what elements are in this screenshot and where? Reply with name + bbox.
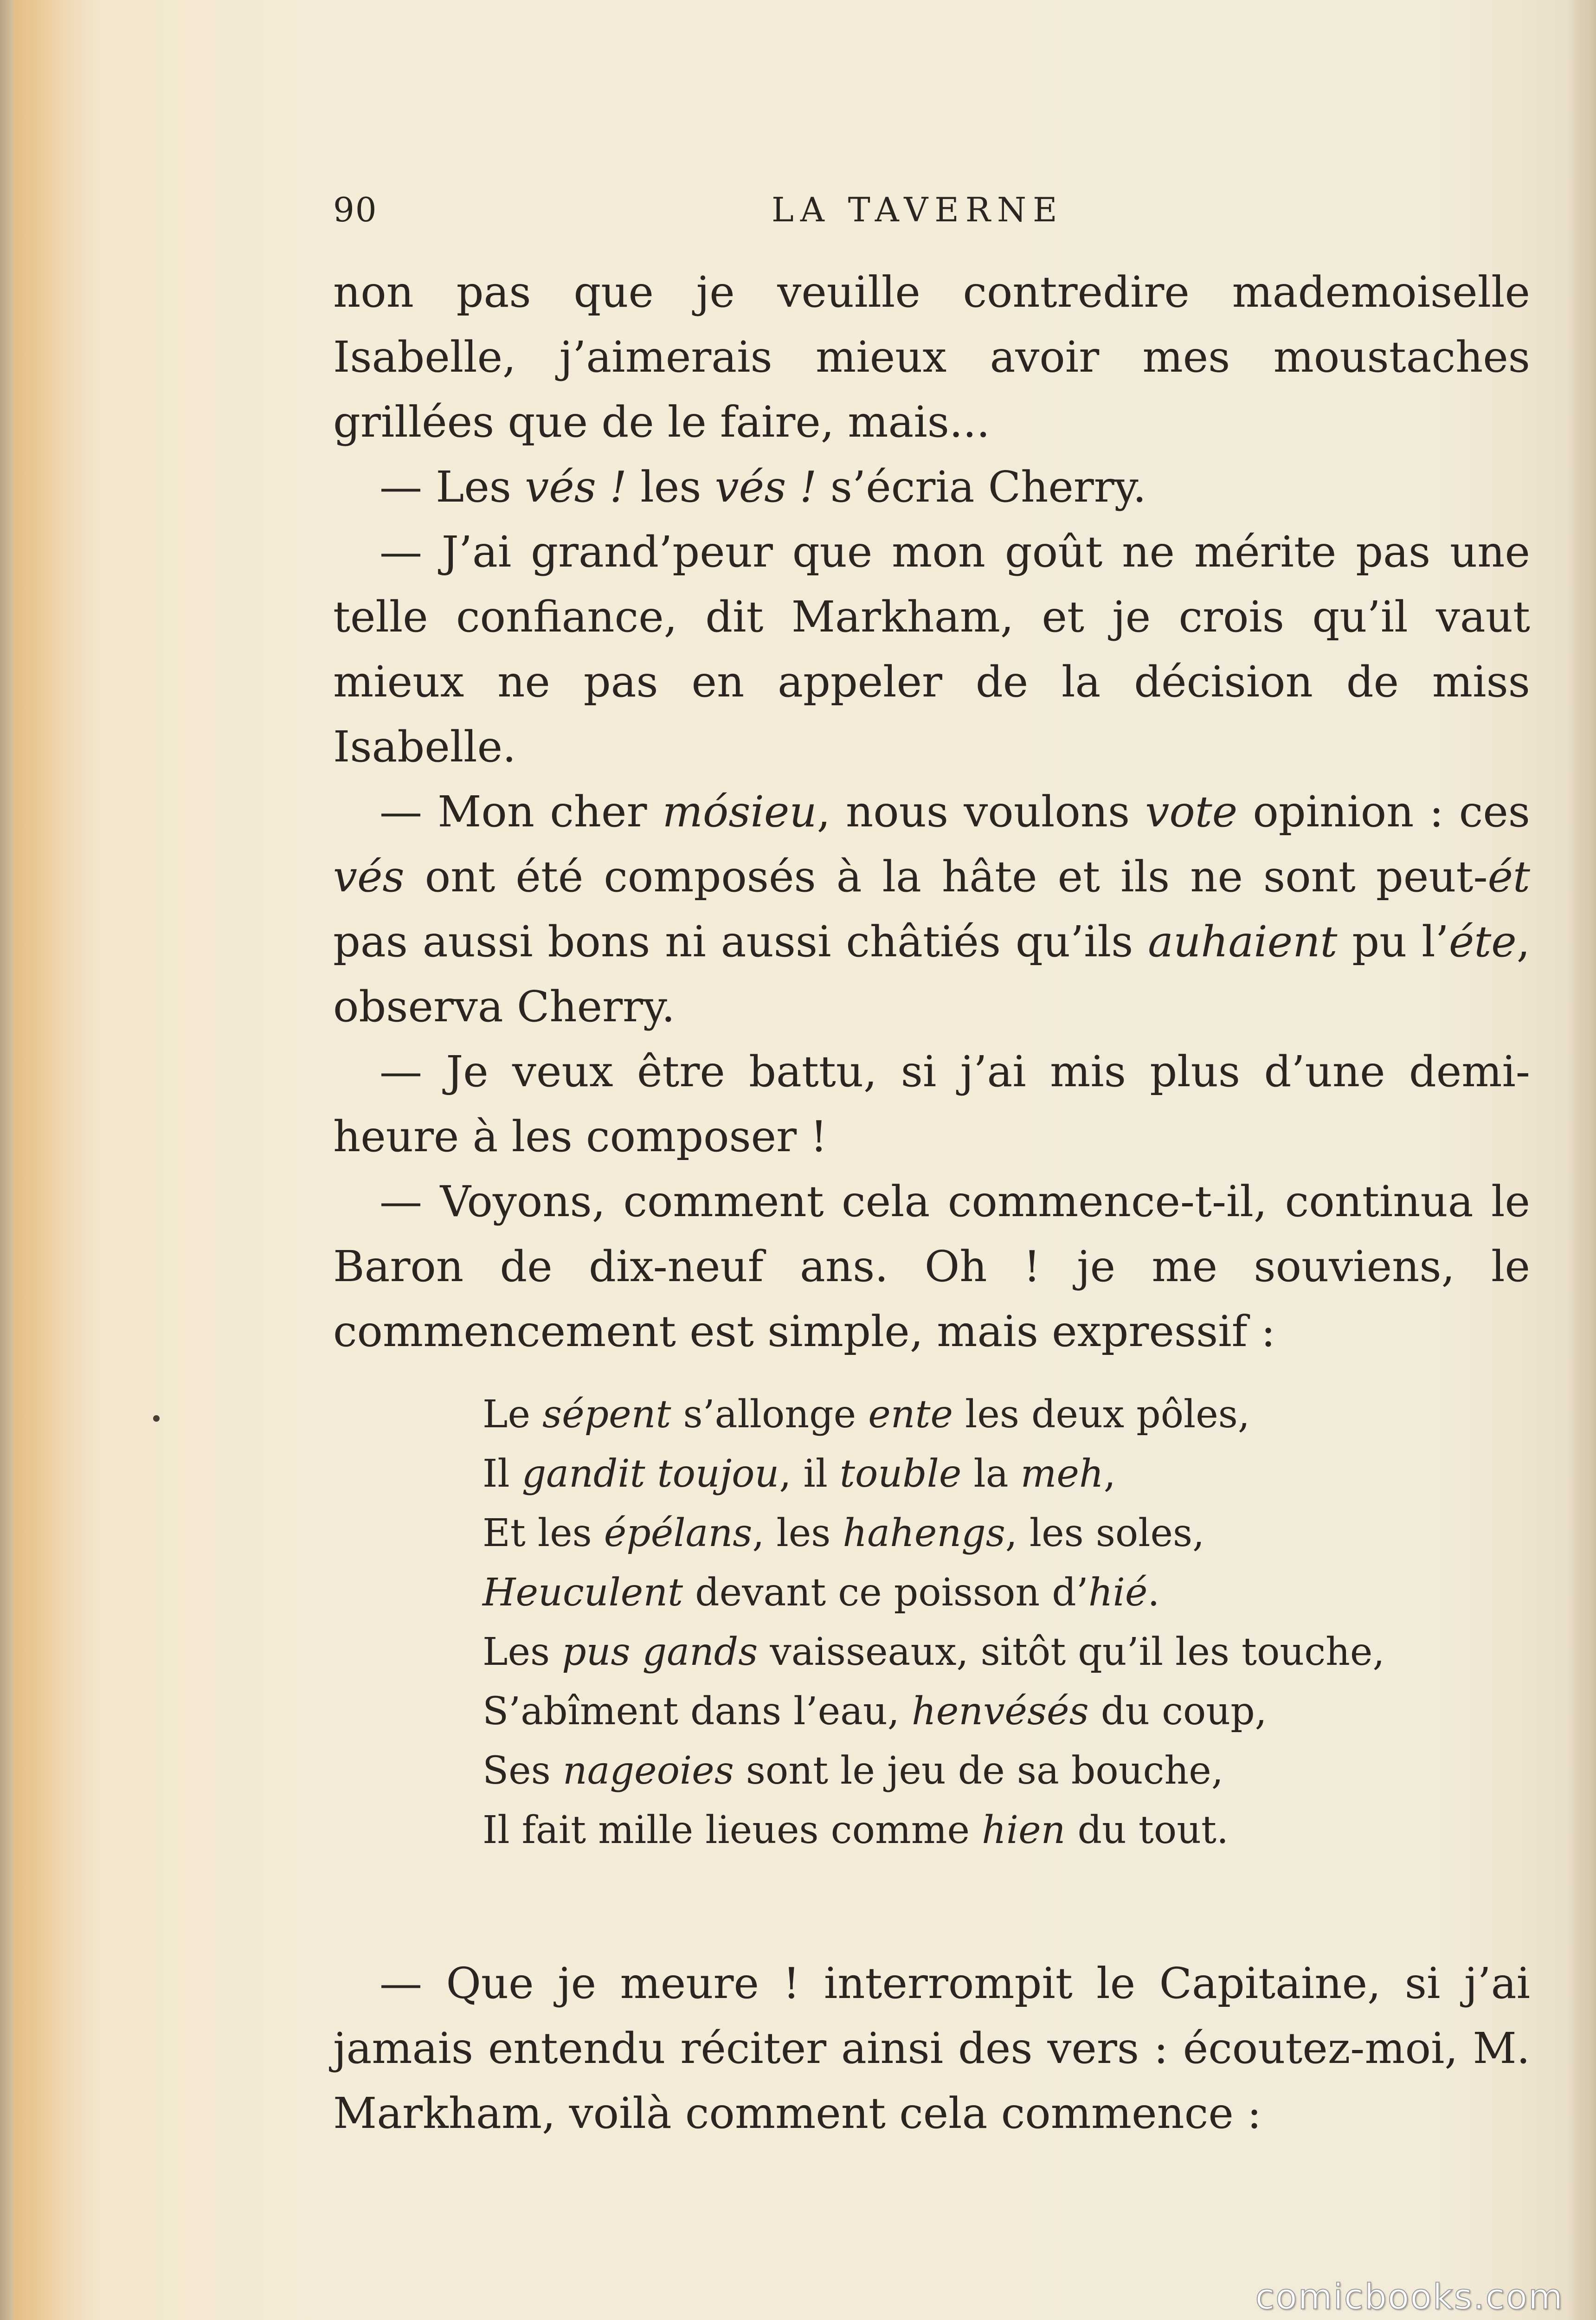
text-segment: . bbox=[1147, 1571, 1160, 1615]
text-segment: les deux pôles, bbox=[953, 1392, 1250, 1437]
text-segment: Il bbox=[483, 1452, 522, 1496]
paragraph bbox=[333, 780, 1530, 1039]
text-segment: la bbox=[961, 1452, 1021, 1496]
text-segment: sont le jeu de sa bouche, bbox=[734, 1749, 1223, 1793]
paragraph bbox=[333, 1039, 1530, 1169]
text-segment: s’écria Cherry. bbox=[817, 462, 1146, 512]
verse-line bbox=[483, 1801, 1503, 1860]
paragraph bbox=[333, 455, 1530, 520]
text-segment: , les soles, bbox=[1005, 1511, 1205, 1555]
italic-dialect-word: gandit toujou bbox=[521, 1452, 779, 1496]
italic-dialect-word: ét bbox=[1487, 852, 1530, 902]
italic-dialect-word: ente bbox=[868, 1392, 953, 1437]
text-segment: les bbox=[627, 462, 715, 512]
next-leaf-edge bbox=[1568, 0, 1596, 2320]
text-segment: du tout. bbox=[1065, 1808, 1229, 1852]
closing-paragraph bbox=[333, 1951, 1530, 2146]
italic-dialect-word: hahengs bbox=[843, 1511, 1005, 1555]
italic-dialect-word: éte bbox=[1448, 917, 1517, 967]
verse-block bbox=[483, 1385, 1503, 1860]
italic-dialect-word: mósieu bbox=[662, 787, 817, 837]
verse-line bbox=[483, 1563, 1503, 1623]
italic-dialect-word: vés bbox=[333, 852, 405, 902]
text-segment: , bbox=[1103, 1452, 1116, 1496]
margin-mark bbox=[153, 1415, 160, 1422]
body-text bbox=[333, 260, 1530, 1364]
running-title: LA TAVERNE bbox=[772, 190, 1064, 229]
italic-dialect-word: vés ! bbox=[714, 462, 817, 512]
verse-line bbox=[483, 1682, 1503, 1741]
text-segment: , les bbox=[752, 1511, 843, 1555]
italic-dialect-word: vote bbox=[1145, 787, 1238, 837]
italic-dialect-word: épélans bbox=[604, 1511, 753, 1555]
binding-edge bbox=[0, 0, 14, 2320]
italic-dialect-word: hien bbox=[982, 1808, 1066, 1852]
paragraph bbox=[333, 260, 1530, 455]
italic-dialect-word: pus gands bbox=[562, 1630, 758, 1674]
text-segment: , il bbox=[779, 1452, 840, 1496]
text-segment: Les bbox=[483, 1630, 562, 1674]
text-segment: devant ce poisson d’ bbox=[683, 1571, 1088, 1615]
text-segment: du coup, bbox=[1088, 1689, 1267, 1734]
italic-dialect-word: vés ! bbox=[525, 462, 627, 512]
italic-dialect-word: nageoies bbox=[562, 1749, 734, 1793]
verse-line bbox=[483, 1623, 1503, 1682]
verse-line bbox=[483, 1444, 1503, 1504]
text-segment: pu l’ bbox=[1337, 917, 1449, 967]
italic-dialect-word: auhaient bbox=[1148, 917, 1338, 967]
italic-dialect-word: hié bbox=[1088, 1571, 1148, 1615]
text-segment: — Mon cher bbox=[380, 787, 663, 837]
text-segment: S’abîment dans l’eau, bbox=[483, 1689, 912, 1734]
text-segment: — Voyons, comment cela commence-t-il, continua le Baron de dix-neuf ans. Oh ! je me souviens, le commencement est simple, mais expressif : bbox=[333, 1177, 1530, 1356]
italic-dialect-word: Heuculent bbox=[483, 1571, 683, 1615]
running-header bbox=[333, 190, 1530, 241]
italic-dialect-word: meh bbox=[1020, 1452, 1104, 1496]
text-segment: ont été composés à la hâte et ils ne sont peut- bbox=[404, 852, 1488, 902]
verse-line bbox=[483, 1741, 1503, 1801]
verse-line bbox=[483, 1385, 1503, 1444]
margin-stain bbox=[14, 0, 102, 2320]
text-segment: vaisseaux, sitôt qu’il les touche, bbox=[758, 1630, 1385, 1674]
italic-dialect-word: touble bbox=[840, 1452, 962, 1496]
text-segment: s’allonge bbox=[671, 1392, 869, 1437]
text-segment: Ses bbox=[483, 1749, 563, 1793]
paragraph bbox=[333, 1169, 1530, 1364]
text-segment: non pas que je veuille contredire mademoiselle Isabelle, j’aimerais mieux avoir mes moustaches grillées que de le faire, mais... bbox=[333, 267, 1530, 447]
text-segment: , observa Cherry. bbox=[333, 917, 1530, 1031]
text-segment: — Les bbox=[380, 462, 525, 512]
italic-dialect-word: henvésés bbox=[911, 1689, 1089, 1734]
text-segment: , nous voulons bbox=[817, 787, 1146, 837]
page-number: 90 bbox=[333, 190, 378, 229]
text-segment: Et les bbox=[483, 1511, 604, 1555]
text-segment: — Que je meure ! interrompit le Capitaine, si j’ai jamais entendu réciter ainsi des vers : écoutez-moi, M. Markham, voilà comment cela commence : bbox=[333, 1959, 1530, 2138]
verse-line bbox=[483, 1504, 1503, 1563]
paragraph bbox=[333, 520, 1530, 780]
italic-dialect-word: sépent bbox=[542, 1392, 671, 1437]
watermark: comicbooks.com bbox=[1255, 2276, 1564, 2317]
text-segment: Le bbox=[483, 1392, 543, 1437]
text-segment: pas aussi bons ni aussi châtiés qu’ils bbox=[333, 917, 1148, 967]
text-segment: opinion : ces bbox=[1237, 787, 1530, 837]
text-segment: — Je veux être battu, si j’ai mis plus d’une demi-heure à les composer ! bbox=[333, 1047, 1530, 1161]
text-segment: Il fait mille lieues comme bbox=[483, 1808, 982, 1852]
paragraph bbox=[333, 1951, 1530, 2146]
text-segment: — J’ai grand’peur que mon goût ne mérite pas une telle confiance, dit Markham, et je crois qu’il vaut mieux ne pas en appeler de la décision de miss Isabelle. bbox=[333, 527, 1530, 772]
